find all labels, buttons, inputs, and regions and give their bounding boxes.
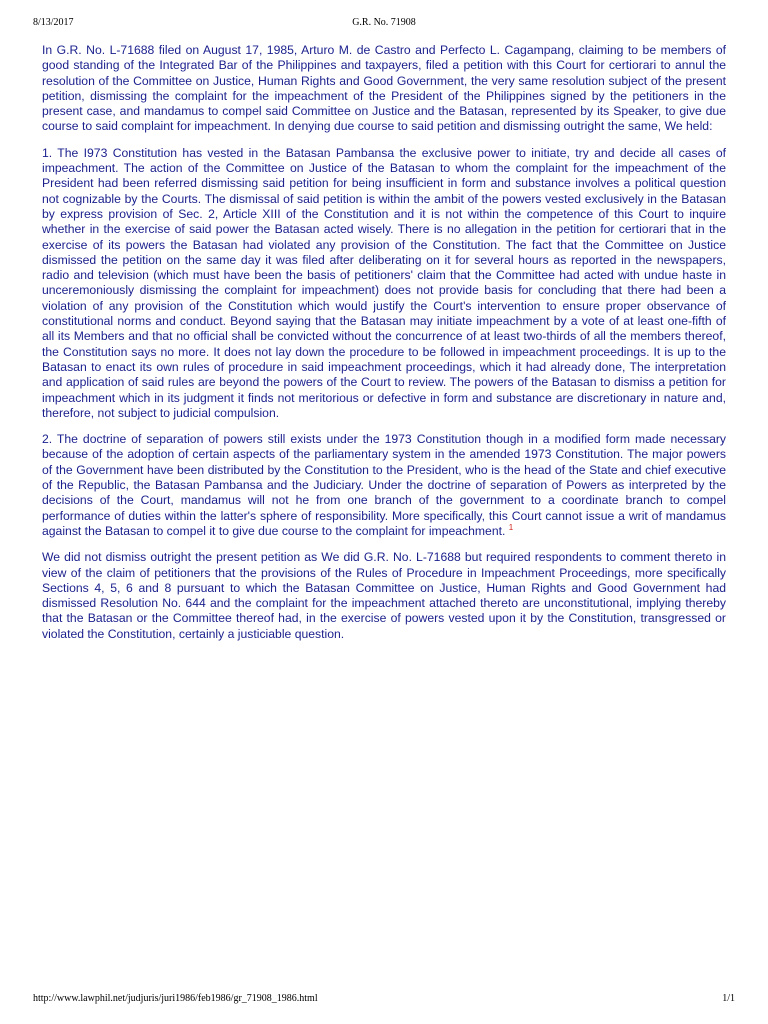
paragraph-intro-text: In G.R. No. L-71688 filed on August 17, 1985, Arturo M. de Castro and Perfecto L. Cagampang, claiming to be members of good standing of the Integrated Bar of the Philippines and taxpayers, filed a petition with this Court for certiorari to annul the resolution of the Committee on Justice, Human Rights and Good Government, the very same resolution subject of the present petition, dismissing the complaint for the impeachment of the President of the Philippines signed by the petitioners in the present case, and mandamus to compel said Committee on Justice and the Batasan, represented by its Speaker, to give due course to said complaint for impeachment. In denying due course to said petition and dismissing outright the same, We held: <box>42 43 726 134</box>
paragraph-intro <box>42 43 726 135</box>
print-header <box>33 17 735 31</box>
page-number: 1/1 <box>722 993 735 1004</box>
print-title: G.R. No. 71908 <box>352 17 416 28</box>
footnote-link[interactable]: 1 <box>508 522 514 532</box>
paragraph-holding-2 <box>42 432 726 539</box>
paragraph-holding-1-text: 1. The I973 Constitution has vested in the Batasan Pambansa the exclusive power to initiate, try and decide all cases of impeachment. The action of the Committee on Justice of the Batasan to whom the complaint for the impeachment of the President had been referred dismissing said petition for being insufficient in form and substance involves a political question not cognizable by the Courts. The dismissal of said petition is within the ambit of the powers vested exclusively in the Batasan by express provision of Sec. 2, Article XIII of the Constitution and it is not within the competence of this Court to inquire whether in the exercise of said power the Batasan acted wisely. There is no allegation in the petition for certiorari that in the exercise of its powers the Batasan had violated any provision of the Constitution. The fact that the Committee on Justice dismissed the petition on the same day it was filed after deliberating on it for several hours as reported in the newspapers, radio and television (which must have been the basis of petitioners' claim that the Committee had acted with undue haste in unceremoniously dismissing the complaint for impeachment) does not provide basis for concluding that there had been a violation of any provision of the Constitution which would justify the Court's intervention to ensure proper observance of constitutional norms and conduct. Beyond saying that the Batasan may initiate impeachment by a vote of at least one-fifth of all its Members and that no official shall be convicted without the concurrence of at least two-thirds of all the members thereof, the Constitution says no more. It does not lay down the procedure to be followed in impeachment proceedings. It is up to the Batasan to enact its own rules of procedure in said impeachment proceedings, which it had already done, The interpretation and application of said rules are beyond the powers of the Court to review. The powers of the Batasan to dismiss a petition for impeachment which in its judgment it finds not meritorious or defective in form and substance are discretionary in nature and, therefore, not subject to judicial compulsion. <box>42 145 726 420</box>
paragraph-conclusion <box>42 550 726 642</box>
print-footer <box>33 993 735 1007</box>
paragraph-holding-1 <box>42 146 726 421</box>
paragraph-conclusion-text: We did not dismiss outright the present petition as We did G.R. No. L-71688 but required respondents to comment thereto in view of the claim of petitioners that the provisions of the Rules of Procedure in Impeachment Proceedings, more specifically Sections 4, 5, 6 and 8 pursuant to which the Batasan Committee on Justice, Human Rights and Good Government had dismissed Resolution No. 644 and the complaint for the impeachment attached thereto are unconstitutional, implying thereby that the Batasan or the Committee thereof had, in the exercise of powers vested upon it by the Constitution, transgressed or violated the Constitution, certainly a justiciable question. <box>42 550 726 641</box>
print-date: 8/13/2017 <box>33 17 74 28</box>
document-body <box>42 43 726 653</box>
source-url: http://www.lawphil.net/judjuris/juri1986/feb1986/gr_71908_1986.html <box>33 993 318 1004</box>
paragraph-holding-2-text: 2. The doctrine of separation of powers still exists under the 1973 Constitution though in a modified form made necessary because of the adoption of certain aspects of the parliamentary system in the amended 1973 Constitution. The major powers of the Government have been distributed by the Constitution to the President, who is the head of the State and chief executive of the Republic, the Batasan Pambansa and the Judiciary. Under the doctrine of separation of Powers as interpreted by the decisions of the Court, mandamus will not he from one branch of the government to a coordinate branch to compel performance of duties within the latter's sphere of responsibility. More specifically, this Court cannot issue a writ of mandamus against the Batasan to compel it to give due course to the complaint for impeachment. <box>42 432 726 538</box>
